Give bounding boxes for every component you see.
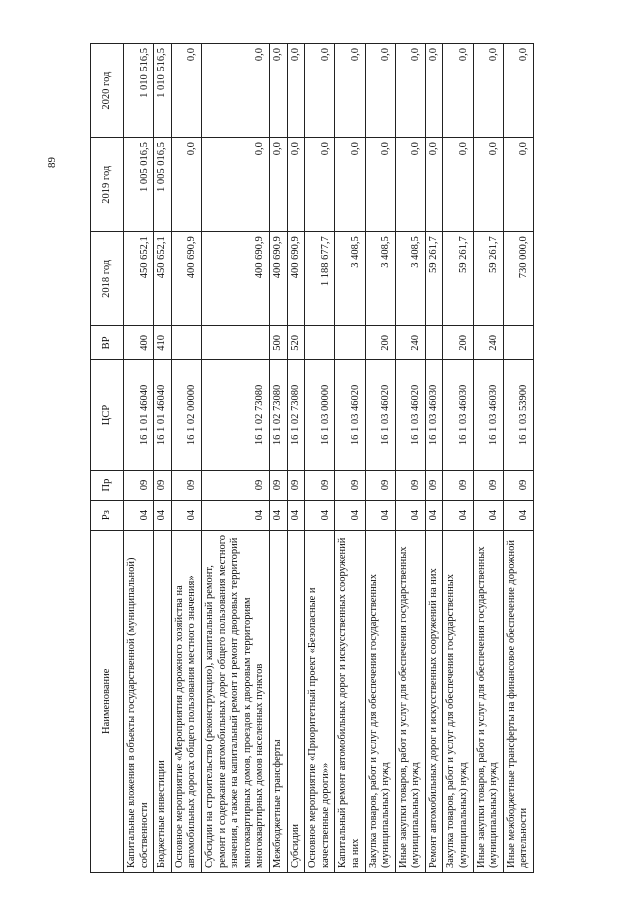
cell-vr (503, 326, 533, 360)
cell-y2018: 59 261,7 (443, 232, 473, 326)
table-row (395, 44, 425, 873)
cell-y2018: 400 690,9 (287, 232, 305, 326)
cell-y2020: 0,0 (287, 44, 305, 138)
cell-name: Субсидии на строительство (реконструкцию), капитальный ремонт, ремонт и содержание автомобильных дорог общего пользования местного значения, а также на капитальный ремонт и ремонт дворовых территорий многоквартирных домов, проездов к дворовым территориям многоквартирных домов населенных пунктов (201, 530, 269, 872)
cell-rz: 04 (365, 500, 395, 530)
cell-vr (171, 326, 201, 360)
table-row (365, 44, 395, 873)
cell-csr: 16 1 03 00000 (305, 360, 335, 470)
cell-pr: 09 (154, 470, 172, 500)
cell-y2019: 0,0 (443, 138, 473, 232)
cell-csr: 16 1 02 73080 (269, 360, 287, 470)
table-header-row (91, 44, 124, 873)
cell-csr: 16 1 02 00000 (171, 360, 201, 470)
cell-y2020: 0,0 (335, 44, 365, 138)
cell-y2020: 0,0 (503, 44, 533, 138)
budget-table (90, 43, 534, 873)
cell-rz: 04 (395, 500, 425, 530)
table-row (425, 44, 443, 873)
cell-pr: 09 (269, 470, 287, 500)
table-row (335, 44, 365, 873)
cell-y2020: 0,0 (201, 44, 269, 138)
cell-y2019: 0,0 (503, 138, 533, 232)
cell-y2018: 400 690,9 (171, 232, 201, 326)
cell-y2018: 3 408,5 (365, 232, 395, 326)
cell-y2018: 400 690,9 (201, 232, 269, 326)
table-row (171, 44, 201, 873)
cell-pr: 09 (124, 470, 154, 500)
cell-y2020: 1 010 516,5 (124, 44, 154, 138)
cell-csr: 16 1 03 46020 (365, 360, 395, 470)
cell-y2020: 0,0 (305, 44, 335, 138)
header-pr: Пр (91, 470, 124, 500)
cell-y2020: 0,0 (425, 44, 443, 138)
table-row (124, 44, 154, 873)
cell-y2019: 0,0 (395, 138, 425, 232)
header-name: Наименование (91, 530, 124, 872)
cell-y2018: 730 000,0 (503, 232, 533, 326)
cell-name: Основное мероприятие «Приоритетный проект «Безопасные и качественные дороги»» (305, 530, 335, 872)
cell-y2019: 0,0 (201, 138, 269, 232)
cell-vr: 410 (154, 326, 172, 360)
cell-y2018: 450 652,1 (124, 232, 154, 326)
cell-vr: 520 (287, 326, 305, 360)
table-row (443, 44, 473, 873)
cell-vr (425, 326, 443, 360)
cell-y2020: 0,0 (171, 44, 201, 138)
header-2018: 2018 год (91, 232, 124, 326)
cell-pr: 09 (473, 470, 503, 500)
cell-rz: 04 (473, 500, 503, 530)
cell-csr: 16 1 02 73080 (287, 360, 305, 470)
table-row (154, 44, 172, 873)
table-row (201, 44, 269, 873)
cell-y2019: 0,0 (365, 138, 395, 232)
cell-csr: 16 1 02 73080 (201, 360, 269, 470)
cell-pr: 09 (503, 470, 533, 500)
cell-y2019: 0,0 (425, 138, 443, 232)
cell-csr: 16 1 03 46030 (425, 360, 443, 470)
cell-pr: 09 (305, 470, 335, 500)
table-row (503, 44, 533, 873)
cell-name: Иные закупки товаров, работ и услуг для обеспечения государственных (муниципальных) нужд (395, 530, 425, 872)
cell-pr: 09 (365, 470, 395, 500)
cell-y2019: 0,0 (305, 138, 335, 232)
cell-csr: 16 1 03 46020 (395, 360, 425, 470)
cell-pr: 09 (395, 470, 425, 500)
cell-name: Иные межбюджетные трансферты на финансовое обеспечение дорожной деятельности (503, 530, 533, 872)
cell-y2020: 0,0 (443, 44, 473, 138)
header-2020: 2020 год (91, 44, 124, 138)
cell-y2020: 1 010 516,5 (154, 44, 172, 138)
header-2019: 2019 год (91, 138, 124, 232)
cell-y2018: 400 690,9 (269, 232, 287, 326)
cell-rz: 04 (171, 500, 201, 530)
cell-pr: 09 (443, 470, 473, 500)
cell-y2019: 1 005 016,5 (124, 138, 154, 232)
cell-y2019: 1 005 016,5 (154, 138, 172, 232)
cell-y2018: 3 408,5 (335, 232, 365, 326)
cell-rz: 04 (269, 500, 287, 530)
cell-y2020: 0,0 (269, 44, 287, 138)
rotated-page-content (90, 43, 560, 873)
cell-rz: 04 (503, 500, 533, 530)
cell-rz: 04 (425, 500, 443, 530)
cell-vr: 400 (124, 326, 154, 360)
cell-y2018: 450 652,1 (154, 232, 172, 326)
cell-name: Иные закупки товаров, работ и услуг для обеспечения государственных (муниципальных) нужд (473, 530, 503, 872)
header-csr: ЦСР (91, 360, 124, 470)
cell-y2020: 0,0 (395, 44, 425, 138)
cell-csr: 16 1 03 46030 (443, 360, 473, 470)
cell-rz: 04 (305, 500, 335, 530)
cell-name: Ремонт автомобильных дорог и искусственных сооружений на них (425, 530, 443, 872)
cell-y2018: 59 261,7 (425, 232, 443, 326)
cell-pr: 09 (287, 470, 305, 500)
cell-vr: 240 (395, 326, 425, 360)
cell-y2018: 1 188 677,7 (305, 232, 335, 326)
table-row (305, 44, 335, 873)
cell-y2020: 0,0 (473, 44, 503, 138)
page-number: 89 (46, 157, 58, 168)
cell-vr: 200 (443, 326, 473, 360)
cell-vr: 200 (365, 326, 395, 360)
cell-y2019: 0,0 (335, 138, 365, 232)
cell-y2020: 0,0 (365, 44, 395, 138)
table-row (473, 44, 503, 873)
cell-name: Закупка товаров, работ и услуг для обеспечения государственных (муниципальных) нужд (443, 530, 473, 872)
cell-y2019: 0,0 (287, 138, 305, 232)
cell-y2019: 0,0 (171, 138, 201, 232)
header-vr: ВР (91, 326, 124, 360)
cell-y2018: 3 408,5 (395, 232, 425, 326)
cell-name: Закупка товаров, работ и услуг для обеспечения государственных (муниципальных) нужд (365, 530, 395, 872)
cell-pr: 09 (171, 470, 201, 500)
cell-rz: 04 (154, 500, 172, 530)
table-row (269, 44, 287, 873)
cell-name: Бюджетные инвестиции (154, 530, 172, 872)
cell-rz: 04 (335, 500, 365, 530)
cell-pr: 09 (201, 470, 269, 500)
cell-pr: 09 (425, 470, 443, 500)
cell-vr (335, 326, 365, 360)
cell-csr: 16 1 01 46040 (154, 360, 172, 470)
cell-vr: 240 (473, 326, 503, 360)
cell-csr: 16 1 03 46020 (335, 360, 365, 470)
header-rz: Рз (91, 500, 124, 530)
cell-name: Капитальный ремонт автомобильных дорог и искусственных сооружений на них (335, 530, 365, 872)
cell-vr (305, 326, 335, 360)
cell-vr (201, 326, 269, 360)
cell-rz: 04 (124, 500, 154, 530)
cell-csr: 16 1 03 46030 (473, 360, 503, 470)
cell-csr: 16 1 01 46040 (124, 360, 154, 470)
cell-rz: 04 (287, 500, 305, 530)
cell-rz: 04 (443, 500, 473, 530)
cell-y2019: 0,0 (269, 138, 287, 232)
cell-name: Капитальные вложения в объекты государственной (муниципальной) собственности (124, 530, 154, 872)
cell-pr: 09 (335, 470, 365, 500)
cell-csr: 16 1 03 53900 (503, 360, 533, 470)
cell-rz: 04 (201, 500, 269, 530)
table-body (124, 44, 534, 873)
cell-y2019: 0,0 (473, 138, 503, 232)
cell-name: Основное мероприятие «Мероприятия дорожного хозяйства на автомобильных дорогах общего пользования местного значения» (171, 530, 201, 872)
table-row (287, 44, 305, 873)
cell-name: Субсидии (287, 530, 305, 872)
cell-name: Межбюджетные трансферты (269, 530, 287, 872)
cell-y2018: 59 261,7 (473, 232, 503, 326)
cell-vr: 500 (269, 326, 287, 360)
